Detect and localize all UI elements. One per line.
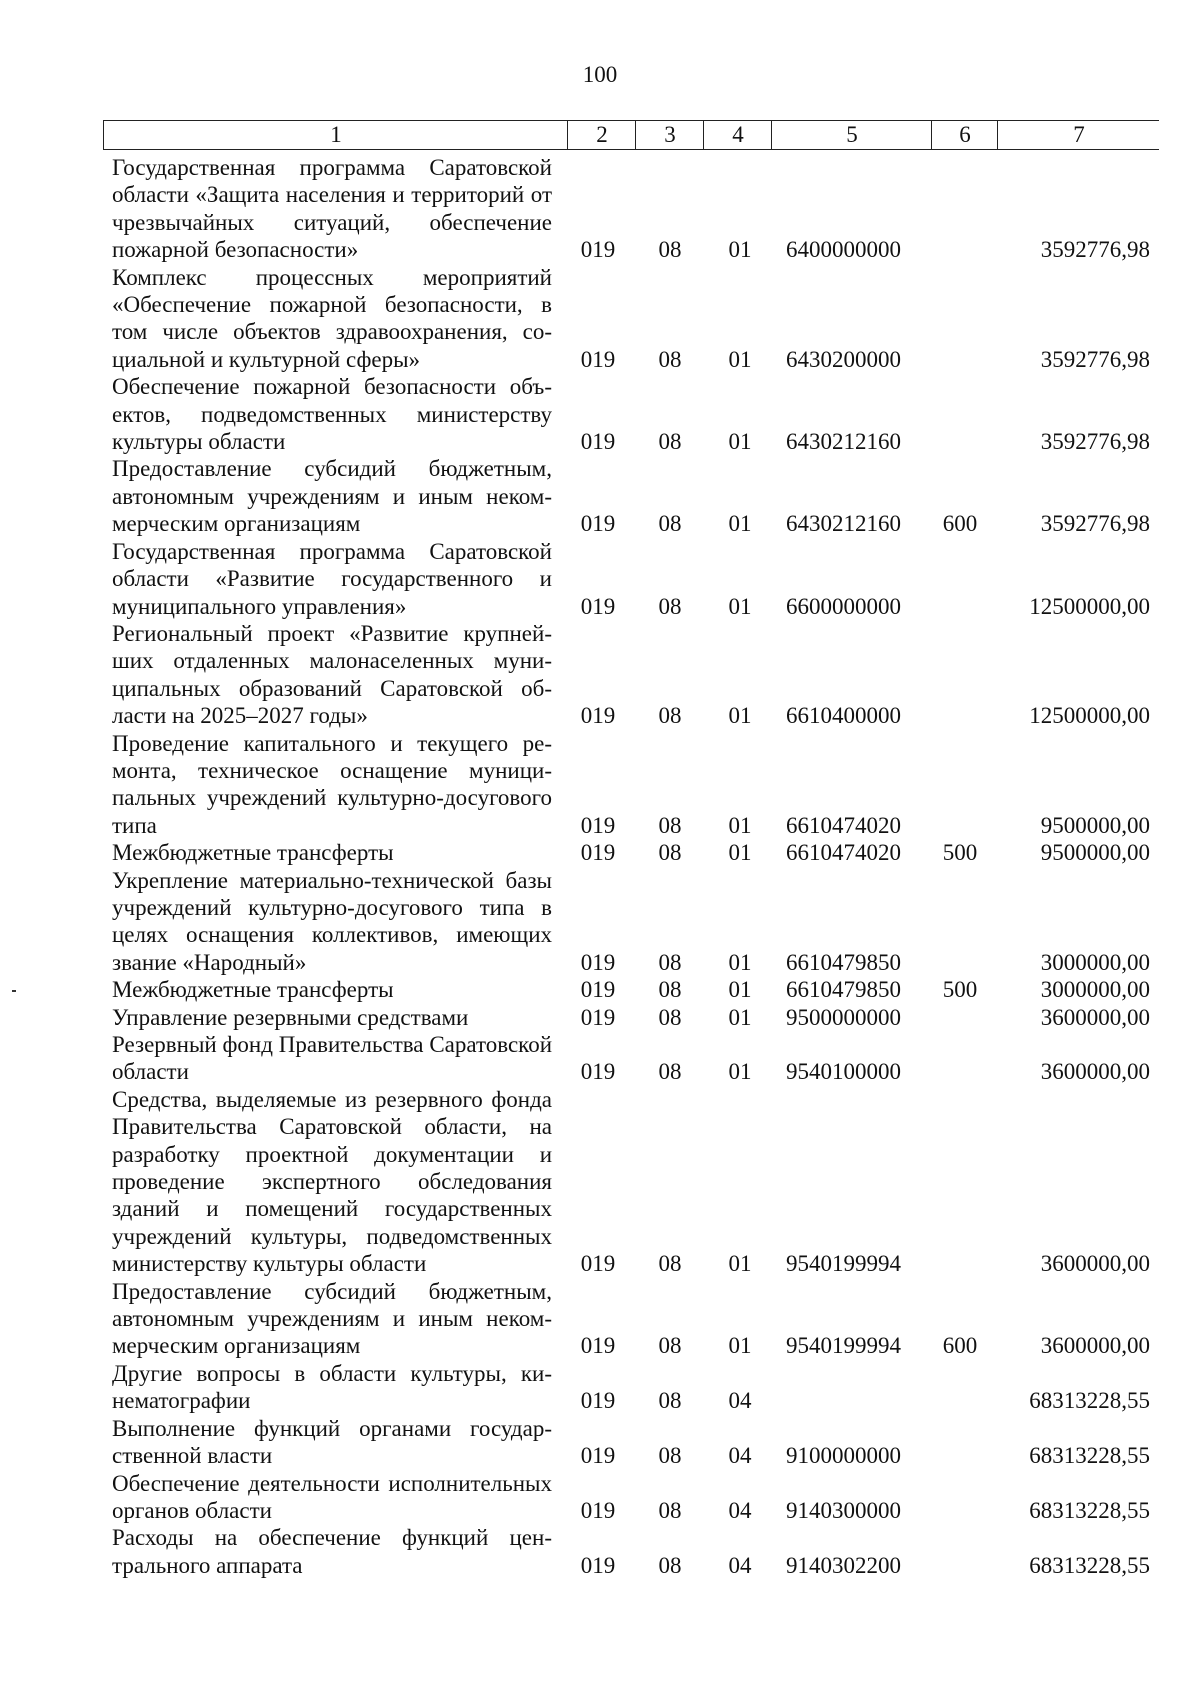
- row-description: Предоставление субсидий бюджетным, автономным учреждениям и иным некоммерческим организациям: [112, 456, 552, 537]
- row-cell-c7: 9500000,00: [1040, 812, 1150, 838]
- row-cell-c7: 3600000,00: [1040, 1333, 1150, 1359]
- row-cell-c2: 019: [580, 977, 616, 1003]
- row-cell-c5: 6610479850: [786, 977, 901, 1003]
- row-cell-c6: 600: [942, 1333, 978, 1359]
- table-row: [0, 1086, 1200, 1278]
- row-cell-c5: 6430212160: [786, 511, 901, 537]
- row-cell-c7: 3600000,00: [1040, 1059, 1150, 1085]
- row-cell-c2: 019: [580, 1251, 616, 1277]
- row-cell-c7: 3592776,98: [1040, 346, 1150, 372]
- row-cell-c3: 08: [658, 703, 682, 729]
- row-cell-c4: 01: [728, 1059, 752, 1085]
- row-cell-c3: 08: [658, 977, 682, 1003]
- header-col-2: 2: [567, 121, 636, 149]
- row-cell-c7: 3592776,98: [1040, 511, 1150, 537]
- row-cell-c4: 01: [728, 812, 752, 838]
- row-cell-c5: 6400000000: [786, 237, 901, 263]
- table-row: [0, 538, 1200, 620]
- row-cell-c5: 6610474020: [786, 812, 901, 838]
- row-cell-c3: 08: [658, 237, 682, 263]
- row-cell-c5: 9540199994: [786, 1333, 901, 1359]
- row-cell-c3: 08: [658, 511, 682, 537]
- row-cell-c2: 019: [580, 840, 616, 866]
- row-description: Выполнение функций органами государственной власти: [112, 1415, 552, 1469]
- row-cell-c3: 08: [658, 593, 682, 619]
- row-cell-c4: 01: [728, 840, 752, 866]
- row-cell-c4: 01: [728, 949, 752, 975]
- row-description: Проведение капитального и текущего ремонта, техническое оснащение муниципальных учреждений культурно-досугового типа: [112, 730, 552, 838]
- row-cell-c4: 01: [728, 346, 752, 372]
- row-cell-c7: 68313228,55: [1029, 1443, 1150, 1469]
- header-col-1: 1: [103, 121, 568, 149]
- row-cell-c4: 04: [728, 1552, 752, 1578]
- row-cell-c5: 9140302200: [786, 1552, 901, 1578]
- table-row: [0, 1415, 1200, 1470]
- row-cell-c7: 3592776,98: [1040, 429, 1150, 455]
- table-row: [0, 1470, 1200, 1525]
- row-cell-c4: 01: [728, 1004, 752, 1030]
- table-row: [0, 1278, 1200, 1360]
- row-description: Комплекс процессных мероприятий «Обеспечение пожарной безопасности, в том числе объектов здравоохранения, социальной и культурной сферы»: [112, 264, 552, 372]
- table-row: [0, 1360, 1200, 1415]
- row-cell-c7: 3600000,00: [1040, 1004, 1150, 1030]
- row-cell-c7: 3000000,00: [1040, 977, 1150, 1003]
- row-cell-c4: 01: [728, 1333, 752, 1359]
- header-col-7: 7: [997, 121, 1160, 149]
- table-row: [0, 730, 1200, 840]
- row-cell-c4: 01: [728, 237, 752, 263]
- row-cell-c2: 019: [580, 1552, 616, 1578]
- row-cell-c5: 9500000000: [786, 1004, 901, 1030]
- table-row: [0, 976, 1200, 1003]
- row-description: Обеспечение пожарной безопасности объектов, подведомственных министерству культуры области: [112, 374, 552, 455]
- row-cell-c5: 9540100000: [786, 1059, 901, 1085]
- row-description: Резервный фонд Правительства Саратовской области: [112, 1032, 552, 1085]
- table-header: [103, 120, 1159, 150]
- row-cell-c2: 019: [580, 1443, 616, 1469]
- row-description: Региональный проект «Развитие крупнейших отдаленных малонаселенных муниципальных образований Саратовской области на 2025–2027 годы»: [112, 620, 552, 729]
- row-cell-c7: 3600000,00: [1040, 1251, 1150, 1277]
- table-row: [0, 1524, 1200, 1579]
- table-body: [0, 154, 1200, 1579]
- row-cell-c4: 04: [728, 1388, 752, 1414]
- row-cell-c2: 019: [580, 703, 616, 729]
- row-cell-c5: 6600000000: [786, 593, 901, 619]
- row-cell-c5: 9540199994: [786, 1251, 901, 1277]
- row-cell-c3: 08: [658, 1059, 682, 1085]
- row-cell-c7: 68313228,55: [1029, 1552, 1150, 1578]
- row-description: Межбюджетные трансферты: [112, 977, 394, 1003]
- row-cell-c5: 6430200000: [786, 346, 901, 372]
- table-row: [0, 1004, 1200, 1031]
- header-col-6: 6: [931, 121, 998, 149]
- row-cell-c3: 08: [658, 1443, 682, 1469]
- row-cell-c3: 08: [658, 1388, 682, 1414]
- header-col-3: 3: [635, 121, 704, 149]
- row-cell-c4: 01: [728, 593, 752, 619]
- row-cell-c6: 500: [942, 840, 978, 866]
- row-cell-c2: 019: [580, 1059, 616, 1085]
- row-description: Межбюджетные трансферты: [112, 840, 394, 866]
- row-cell-c2: 019: [580, 1004, 616, 1030]
- row-cell-c2: 019: [580, 949, 616, 975]
- row-cell-c2: 019: [580, 593, 616, 619]
- row-cell-c2: 019: [580, 237, 616, 263]
- row-cell-c3: 08: [658, 429, 682, 455]
- table-row: [0, 867, 1200, 977]
- row-cell-c3: 08: [658, 346, 682, 372]
- row-description: Другие вопросы в области культуры, кинематографии: [112, 1360, 552, 1414]
- table-row: [0, 839, 1200, 866]
- row-cell-c4: 01: [728, 977, 752, 1003]
- header-col-4: 4: [703, 121, 772, 149]
- row-cell-c4: 04: [728, 1497, 752, 1523]
- row-cell-c2: 019: [580, 511, 616, 537]
- row-cell-c3: 08: [658, 812, 682, 838]
- row-cell-c3: 08: [658, 949, 682, 975]
- row-cell-c2: 019: [580, 346, 616, 372]
- row-description: Государственная программа Саратовской области «Защита населения и территорий от чрезвычайных ситуаций, обеспечение пожарной безопасности»: [112, 155, 552, 263]
- row-cell-c5: 6610474020: [786, 840, 901, 866]
- row-cell-c2: 019: [580, 1497, 616, 1523]
- row-cell-c3: 08: [658, 1004, 682, 1030]
- row-cell-c7: 12500000,00: [1029, 703, 1150, 729]
- row-cell-c3: 08: [658, 1251, 682, 1277]
- row-cell-c3: 08: [658, 1333, 682, 1359]
- row-cell-c4: 04: [728, 1443, 752, 1469]
- row-description: Укрепление материально-технической базы учреждений культурно-досугового типа в целях оснащения коллективов, имеющих звание «Народный»: [112, 867, 552, 975]
- row-cell-c7: 9500000,00: [1040, 840, 1150, 866]
- row-cell-c5: 9140300000: [786, 1497, 901, 1523]
- row-cell-c4: 01: [728, 1251, 752, 1277]
- table-row: [0, 1031, 1200, 1086]
- row-cell-c4: 01: [728, 703, 752, 729]
- row-cell-c2: 019: [580, 1333, 616, 1359]
- row-cell-c5: 6430212160: [786, 429, 901, 455]
- row-cell-c5: 6610400000: [786, 703, 901, 729]
- row-cell-c4: 01: [728, 429, 752, 455]
- row-cell-c7: 3592776,98: [1040, 237, 1150, 263]
- table-row: [0, 455, 1200, 537]
- row-cell-c7: 68313228,55: [1029, 1388, 1150, 1414]
- row-description: Средства, выделяемые из резервного фонда Правительства Саратовской области, на разработку проектной документации и проведение экспертного обследования зданий и помещений государственных учреждений культуры, подведомственных министерству культуры области: [112, 1086, 552, 1277]
- row-cell-c5: 9100000000: [786, 1443, 901, 1469]
- row-description: Предоставление субсидий бюджетным, автономным учреждениям и иным некоммерческим организациям: [112, 1278, 552, 1359]
- row-cell-c7: 68313228,55: [1029, 1497, 1150, 1523]
- page-number: 100: [582, 62, 618, 87]
- row-description: Расходы на обеспечение функций центрального аппарата: [112, 1525, 552, 1578]
- row-cell-c3: 08: [658, 840, 682, 866]
- row-cell-c7: 3000000,00: [1040, 949, 1150, 975]
- row-cell-c2: 019: [580, 429, 616, 455]
- row-cell-c2: 019: [580, 1388, 616, 1414]
- row-cell-c6: 600: [942, 511, 978, 537]
- row-description: Обеспечение деятельности исполнительных органов области: [112, 1470, 552, 1523]
- row-cell-c7: 12500000,00: [1029, 593, 1150, 619]
- row-description: Управление резервными средствами: [112, 1004, 469, 1030]
- row-cell-c3: 08: [658, 1497, 682, 1523]
- row-cell-c2: 019: [580, 812, 616, 838]
- table-row: [0, 373, 1200, 455]
- table-row: [0, 620, 1200, 730]
- row-cell-c6: 500: [942, 977, 978, 1003]
- row-cell-c4: 01: [728, 511, 752, 537]
- row-cell-c3: 08: [658, 1552, 682, 1578]
- row-cell-c5: 6610479850: [786, 949, 901, 975]
- header-col-5: 5: [771, 121, 932, 149]
- table-row: [0, 264, 1200, 374]
- table-row: [0, 154, 1200, 264]
- row-description: Государственная программа Саратовской области «Развитие государственного и муниципального управления»: [112, 538, 552, 619]
